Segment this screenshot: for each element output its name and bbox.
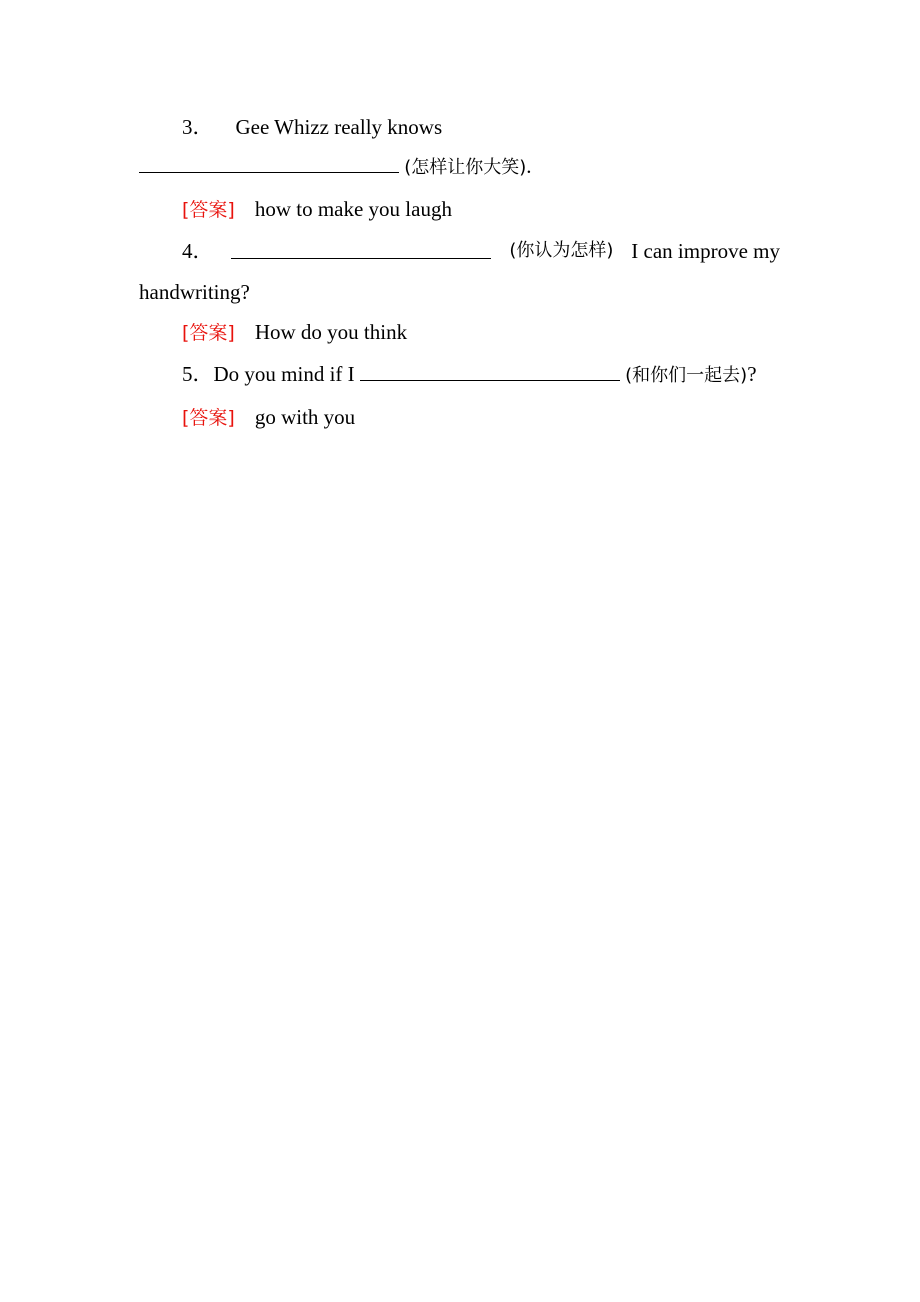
- question-5-line1: [182, 360, 757, 389]
- end-punctuation: ?: [747, 362, 757, 386]
- question-number: 3．: [182, 115, 214, 139]
- answer-label: [答案]: [182, 322, 235, 344]
- question-3-line2: [139, 152, 532, 181]
- question-prompt: Gee Whizz really knows: [235, 115, 443, 139]
- question-4-line1: [182, 238, 780, 264]
- question-3-line1: [182, 114, 442, 140]
- answer-text: How do you think: [254, 320, 408, 344]
- question-prompt: Do you mind if I: [213, 362, 355, 386]
- answer-blank: [360, 360, 620, 381]
- answer-text: go with you: [254, 405, 356, 429]
- answer-blank: [231, 238, 491, 259]
- answer-blank: [139, 152, 399, 173]
- answer-text: how to make you laugh: [254, 197, 452, 221]
- question-number: 5．: [182, 362, 214, 386]
- chinese-hint: (你认为怎样): [509, 240, 614, 261]
- chinese-hint: (怎样让你大笑): [404, 157, 527, 178]
- question-prompt: I can improve my: [631, 239, 780, 263]
- answer-3: [182, 196, 452, 223]
- answer-label: [答案]: [182, 199, 235, 221]
- end-punctuation: .: [526, 154, 532, 178]
- chinese-hint: (和你们一起去): [625, 365, 748, 386]
- answer-4: [182, 319, 407, 346]
- answer-label: [答案]: [182, 407, 235, 429]
- question-number: 4．: [182, 239, 214, 263]
- answer-5: [182, 404, 355, 431]
- question-4-line2: [139, 279, 250, 305]
- question-prompt-continued: handwriting?: [139, 280, 250, 304]
